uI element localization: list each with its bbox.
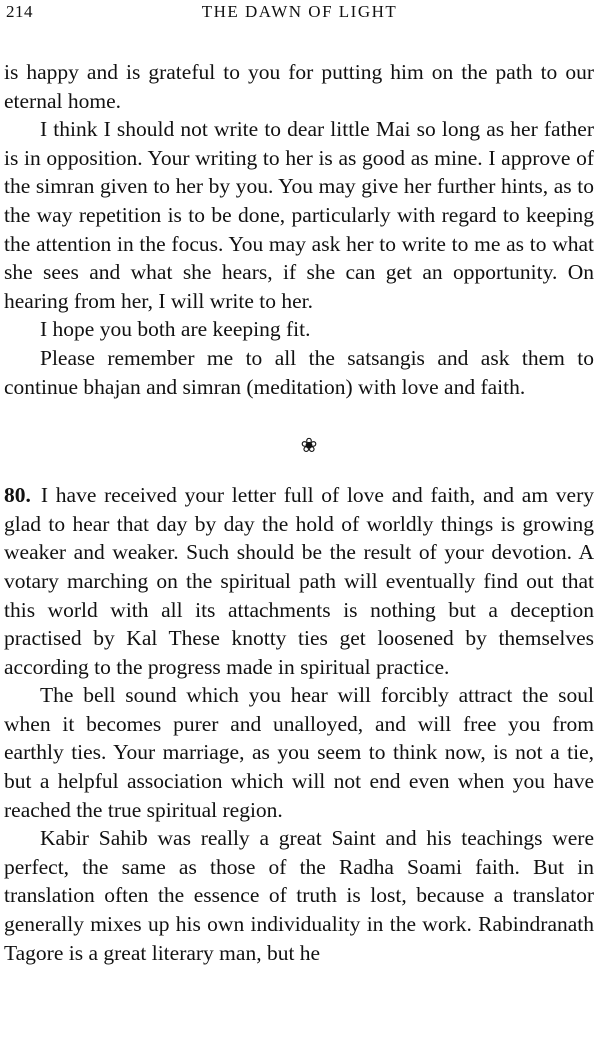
paragraph-4: Please remember me to all the satsangis and ask them to continue bhajan and simran (meditation) with love and faith. (4, 345, 594, 399)
running-head: THE DAWN OF LIGHT (201, 2, 398, 21)
section-ornament (4, 419, 594, 473)
page-number: 214 (6, 2, 33, 21)
page-header (4, 0, 595, 28)
paragraph-2: I think I should not write to dear little Mai so long as her father is in opposition. Your writing to her is as good as mine. I approve of the simran given to her by you. You may give her further hints, as to the way repetition is to be done, particularly with regard to keeping the attention in the focus. You may ask her to write to me as to what she sees and what she hears, if she can get an opportunity. On hearing from her, I will write to her. (4, 117, 594, 313)
letter-number: 80. (4, 483, 31, 508)
paragraph-1: is happy and is grateful to you for putting him on the path to our eternal home. (4, 60, 594, 113)
flower-ornament-icon: ❀ (300, 435, 318, 458)
paragraph-3: I hope you both are keeping fit. (40, 317, 311, 342)
paragraph-5 (4, 481, 594, 681)
body-text (4, 58, 594, 967)
paragraph-7: Kabir Sahib was really a great Saint and his teachings were perfect, the same as those of the Radha Soami faith. But in translation often the essence of truth is lost, because a translator generally mixes up his own individuality in the work. Rabindranath Tagore is a great literary man, but he (4, 826, 594, 965)
paragraph-5-text: I have received your letter full of love and faith, and am very glad to hear that day by day the hold of worldly things is growing weaker and weaker. Such should be the result of your devotion. A votary marching on the spiritual path will eventually find out that this world with all its attachments is nothing but a deception practised by Kal These knotty ties get loosened by themselves according to the progress made in spiritual practice. (4, 483, 594, 679)
paragraph-6: The bell sound which you hear will forcibly attract the soul when it becomes purer and unalloyed, and will free you from earthly ties. Your marriage, as you seem to think now, is not a tie, but a helpful association which will not end even when you have reached the true spiritual region. (4, 683, 594, 822)
